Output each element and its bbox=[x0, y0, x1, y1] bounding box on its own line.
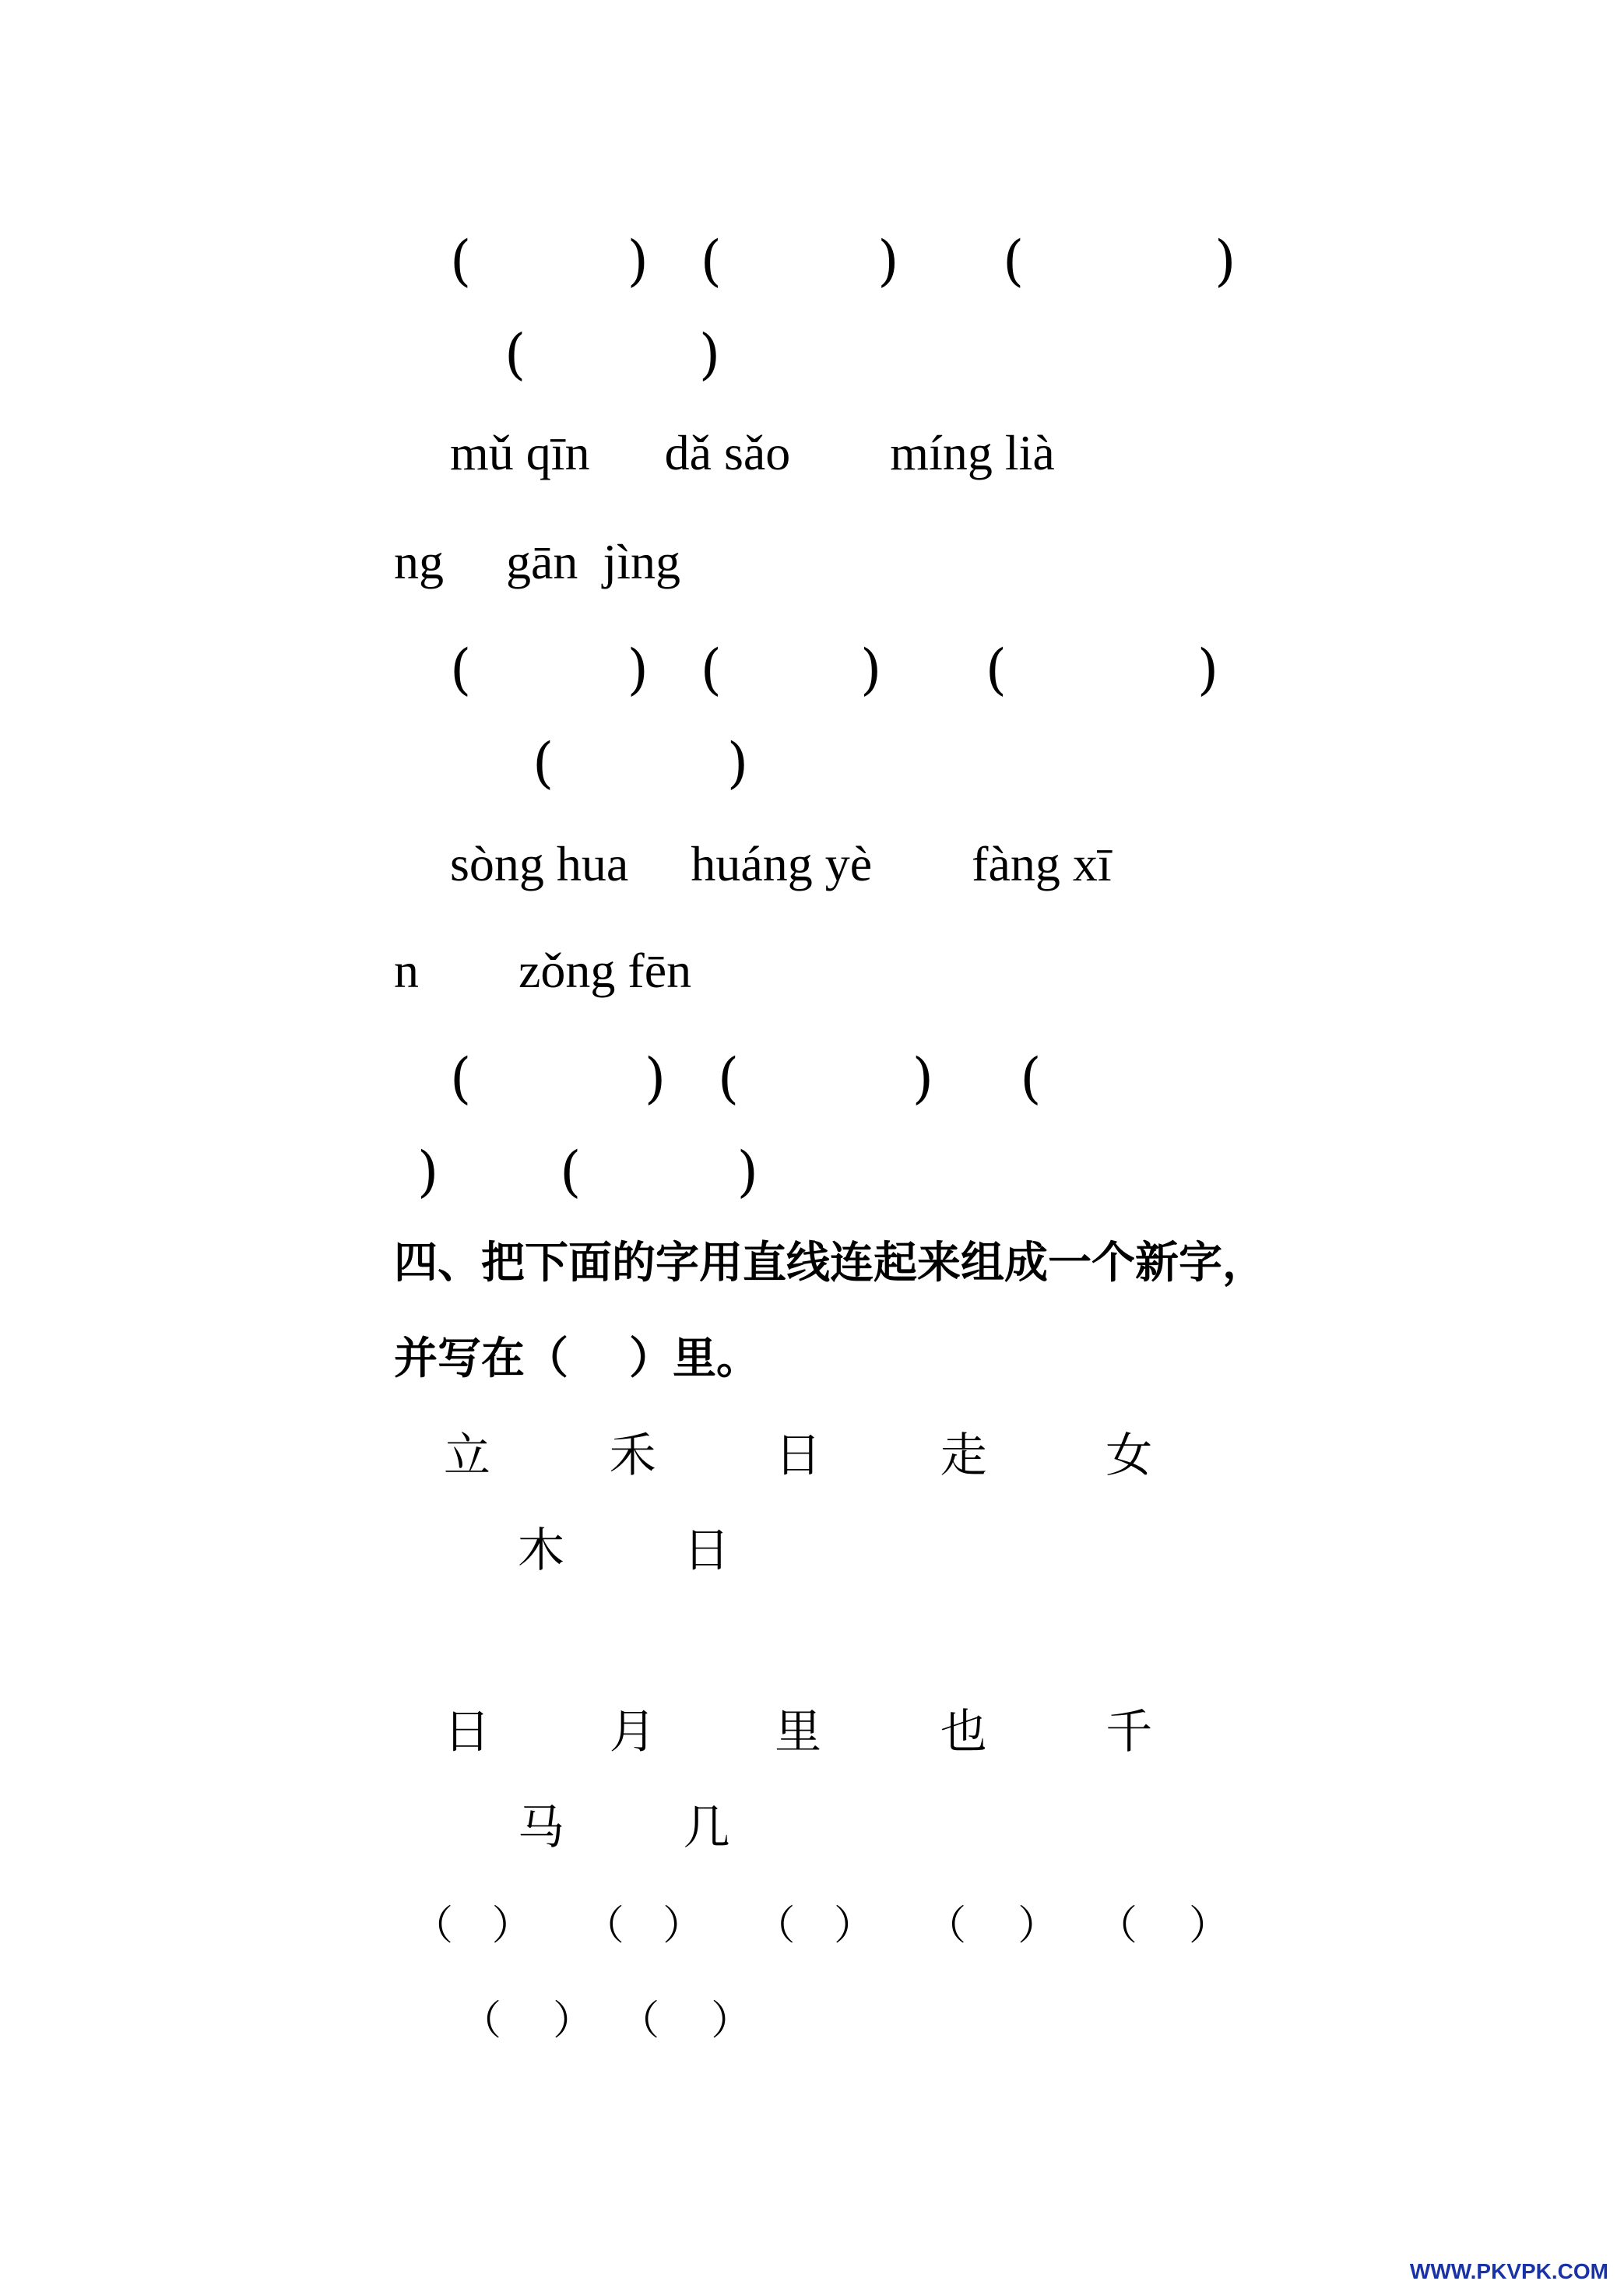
site-watermark: WWW.PKVPK.COM bbox=[1409, 2259, 1608, 2283]
answer-parens-row-2: ( ) bbox=[504, 322, 721, 386]
answer-parens-row-6: ) ( ) bbox=[417, 1140, 758, 1204]
character-row-3: 日 月 里 也 千 bbox=[444, 1705, 1153, 1759]
answer-parens-row-5: ( ) ( ) ( bbox=[450, 1046, 1042, 1110]
pinyin-row-4: n zǒng fēn bbox=[394, 943, 692, 998]
answer-parens-row-4: ( ) bbox=[533, 731, 749, 795]
section-4-title-line-1: 四、把下面的字用直线连起来组成一个新字， bbox=[394, 1238, 1266, 1288]
pinyin-row-2: ng gān jìng bbox=[394, 534, 680, 589]
section-4-title-line-2: 并写在（ ）里。 bbox=[394, 1334, 760, 1384]
answer-parens-row-3: ( ) ( ) ( ) bbox=[450, 638, 1219, 701]
answer-blanks-row-1: （ ） （ ） （ ） （ ） （ ） bbox=[413, 1903, 1229, 1949]
pinyin-row-3: sòng hua huáng yè fàng xī bbox=[450, 836, 1112, 891]
character-row-4: 马 几 bbox=[518, 1801, 730, 1855]
character-row-2: 木 日 bbox=[518, 1524, 730, 1578]
character-row-1: 立 禾 日 走 女 bbox=[444, 1429, 1153, 1483]
pinyin-row-1: mǔ qīn dǎ sǎo míng lià bbox=[450, 425, 1055, 480]
answer-blanks-row-2: （ ） （ ） bbox=[461, 1998, 752, 2044]
answer-parens-row-1: ( ) ( ) ( ) bbox=[450, 229, 1236, 293]
